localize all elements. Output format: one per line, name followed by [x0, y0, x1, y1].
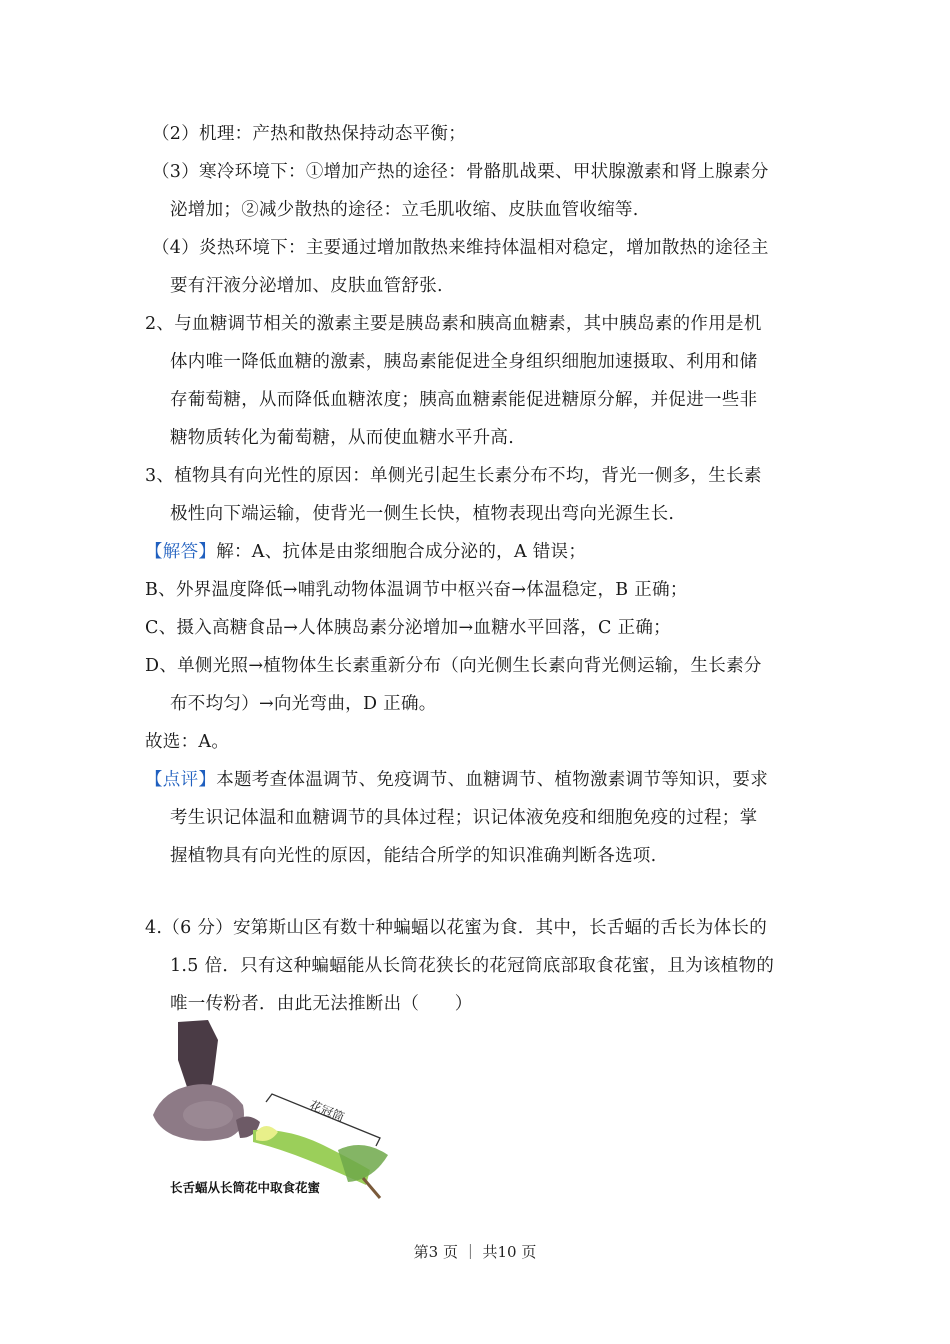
question-line: 4.（6 分）安第斯山区有数十种蝙蝠以花蜜为食．其中，长舌蝠的舌长为体长的: [145, 918, 767, 938]
text-line: 糖物质转化为葡萄糖，从而使血糖水平升高.: [170, 428, 515, 448]
text-line: （3）寒冷环境下：①增加产热的途径：骨骼肌战栗、甲状腺激素和肾上腺素分: [152, 162, 769, 182]
question-line: 1.5 倍．只有这种蝙蝠能从长筒花狭长的花冠筒底部取食花蜜，且为该植物的: [170, 956, 775, 976]
text-line: 故选：A。: [145, 732, 230, 752]
text-line: （2）机理：产热和散热保持动态平衡；: [152, 124, 467, 144]
text-line: 考生识记体温和血糖调节的具体过程；识记体液免疫和细胞免疫的过程；掌: [170, 808, 758, 828]
text-line: （4）炎热环境下：主要通过增加散热来维持体温相对稳定，增加散热的途径主: [152, 238, 769, 258]
text-line: 体内唯一降低血糖的激素，胰岛素能促进全身组织细胞加速摄取、利用和储: [170, 352, 758, 372]
answer-tag: 【解答】: [145, 542, 217, 562]
tube-label: 花冠筒: [307, 1098, 347, 1125]
figure-caption: 长舌蝠从长筒花中取食花蜜: [170, 1180, 321, 1195]
text-line: 泌增加；②减少散热的途径：立毛肌收缩、皮肤血管收缩等.: [170, 200, 639, 220]
flower-leaf-shape: [338, 1145, 388, 1182]
text-line: 要有汗液分泌增加、皮肤血管舒张.: [170, 276, 443, 296]
comment-line: [145, 769, 810, 791]
text-line: 握植物具有向光性的原因，能结合所学的知识准确判断各选项.: [170, 846, 657, 866]
text-line: 极性向下端运输，使背光一侧生长快，植物表现出弯向光源生长.: [170, 504, 675, 524]
comment-tag: 【点评】: [145, 770, 217, 790]
text-line: 2、与血糖调节相关的激素主要是胰岛素和胰高血糖素，其中胰岛素的作用是机: [145, 314, 762, 334]
bat-flower-figure: [148, 1020, 393, 1200]
text-line: 存葡萄糖，从而降低血糖浓度；胰高血糖素能促进糖原分解，并促进一些非: [170, 390, 758, 410]
question-line: 唯一传粉者．由此无法推断出（ ）: [170, 994, 473, 1014]
answer-text: 解：A、抗体是由浆细胞合成分泌的，A 错误；: [216, 542, 587, 562]
answer-line: [145, 541, 810, 563]
comment-text: 本题考查体温调节、免疫调节、血糖调节、植物激素调节等知识，要求: [216, 770, 769, 790]
text-line: B、外界温度降低→哺乳动物体温调节中枢兴奋→体温稳定，B 正确；: [145, 580, 688, 600]
page-footer: 第3 页 ｜ 共10 页: [413, 1243, 537, 1261]
text-line: C、摄入高糖食品→人体胰岛素分泌增加→血糖水平回落，C 正确；: [145, 618, 671, 638]
text-line: 3、植物具有向光性的原因：单侧光引起生长素分布不均，背光一侧多，生长素: [145, 466, 762, 486]
text-line: 布不均匀）→向光弯曲，D 正确。: [170, 694, 437, 714]
text-line: D、单侧光照→植物体生长素重新分布（向光侧生长素向背光侧运输，生长素分: [145, 656, 762, 676]
